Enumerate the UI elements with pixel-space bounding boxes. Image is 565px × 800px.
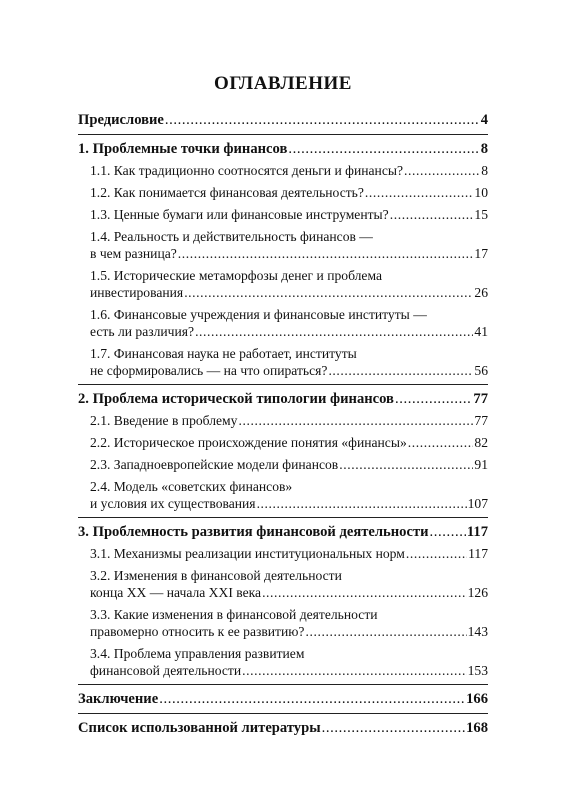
toc-entry-title-line: 2.4. Модель «советских финансов» [90, 479, 293, 494]
toc-page-number: 15 [474, 207, 488, 222]
dot-leader [404, 162, 480, 179]
dot-leader [195, 323, 473, 340]
toc-entry-title-line: 3.3. Какие изменения в финансовой деятельности [90, 607, 378, 622]
toc-page-number: 153 [467, 663, 488, 678]
dot-leader [408, 434, 474, 451]
dot-leader [262, 584, 467, 601]
toc-page-number: 4 [480, 112, 488, 128]
toc-entry-title: 1. Проблемные точки финансов [78, 141, 288, 157]
toc-entry-title-line: 1.6. Финансовые учреждения и финансовые институты — [90, 307, 427, 322]
toc-entry-title-line: 1.7. Финансовая наука не работает, институты [90, 346, 357, 361]
toc-entry-title: есть ли различия? [90, 324, 195, 339]
toc-entry-title: Заключение [78, 691, 159, 707]
toc-page-number: 77 [473, 391, 488, 407]
toc-entry-title: Список использованной литературы [78, 720, 321, 736]
toc-entry-title-line: 3.2. Изменения в финансовой деятельности [90, 568, 342, 583]
toc-entry-title: правомерно относить к ее развитию? [90, 624, 305, 639]
toc-chapter-entry[interactable] [78, 720, 488, 737]
section-divider [78, 713, 488, 714]
toc-chapter-entry[interactable] [78, 391, 488, 408]
toc-section-entry[interactable] [90, 162, 488, 179]
toc-page-number: 117 [468, 546, 488, 561]
toc-entry-title: 3. Проблемность развития финансовой деятельности [78, 524, 429, 540]
dot-leader [165, 112, 480, 129]
toc-chapter-entry[interactable] [78, 112, 488, 129]
toc-page-number: 17 [474, 246, 488, 261]
toc-section-entry[interactable] [90, 567, 488, 601]
toc-entry-title: конца XX — начала XXI века [90, 585, 262, 600]
toc-page-number: 143 [467, 624, 488, 639]
dot-leader [322, 720, 465, 737]
toc-section-entry[interactable] [90, 345, 488, 379]
dot-leader [339, 456, 473, 473]
toc-page-number: 82 [474, 435, 488, 450]
toc-page-number: 126 [467, 585, 488, 600]
dot-leader [242, 662, 466, 679]
toc-chapter-entry[interactable] [78, 141, 488, 158]
dot-leader [257, 495, 467, 512]
dot-leader [184, 284, 473, 301]
dot-leader [288, 141, 479, 158]
toc-entry-title: Предисловие [78, 112, 164, 128]
section-divider [78, 384, 488, 385]
toc-chapter-entry[interactable] [78, 691, 488, 708]
toc-page-number: 168 [466, 720, 488, 736]
dot-leader [159, 691, 465, 708]
toc-entry-title: не сформировались — на что опираться? [90, 363, 328, 378]
toc-page-number: 10 [474, 185, 488, 200]
toc-entry-title: инвестирования [90, 285, 184, 300]
toc-entry-title: 1.3. Ценные бумаги или финансовые инструменты? [90, 207, 389, 222]
dot-leader [328, 362, 473, 379]
toc-section-entry[interactable] [90, 456, 488, 473]
toc-section-entry[interactable] [90, 645, 488, 679]
toc-entry-title-line: 1.5. Исторические метаморфозы денег и проблема [90, 268, 383, 283]
toc-section-entry[interactable] [90, 412, 488, 429]
dot-leader [238, 412, 473, 429]
toc-entry-title-line: 1.4. Реальность и действительность финансов — [90, 229, 373, 244]
page-title: ОГЛАВЛЕНИЕ [214, 73, 352, 94]
dot-leader [395, 391, 472, 408]
section-divider [78, 684, 488, 685]
toc-entry-title: 2. Проблема исторической типологии финансов [78, 391, 394, 407]
toc-page-number: 77 [474, 413, 488, 428]
toc-page-number: 166 [466, 691, 488, 707]
dot-leader [305, 623, 466, 640]
toc-section-entry[interactable] [90, 184, 488, 201]
toc-page-number: 26 [474, 285, 488, 300]
toc-page-number: 107 [467, 496, 488, 511]
toc-entry-title: и условия их существования [90, 496, 256, 511]
toc-entry-title: 2.1. Введение в проблему [90, 413, 238, 428]
dot-leader [365, 184, 474, 201]
toc-section-entry[interactable] [90, 606, 488, 640]
toc-section-entry[interactable] [90, 228, 488, 262]
toc-entry-title: 1.2. Как понимается финансовая деятельность? [90, 185, 364, 200]
toc-chapter-entry[interactable] [78, 524, 488, 541]
section-divider [78, 134, 488, 135]
toc-page-number: 8 [480, 141, 488, 157]
dot-leader [430, 524, 466, 541]
toc-entry-title: в чем разница? [90, 246, 177, 261]
table-of-contents [78, 112, 488, 741]
toc-page-number: 8 [481, 163, 488, 178]
section-divider [78, 517, 488, 518]
toc-entry-title: 2.2. Историческое происхождение понятия «финансы» [90, 435, 407, 450]
toc-entry-title: финансовой деятельности [90, 663, 242, 678]
toc-section-entry[interactable] [90, 267, 488, 301]
toc-section-entry[interactable] [90, 306, 488, 340]
toc-page-number: 117 [466, 524, 488, 540]
toc-entry-title: 1.1. Как традиционно соотносятся деньги и финансы? [90, 163, 404, 178]
dot-leader [406, 545, 467, 562]
toc-entry-title: 2.3. Западноевропейские модели финансов [90, 457, 339, 472]
toc-section-entry[interactable] [90, 478, 488, 512]
toc-section-entry[interactable] [90, 545, 488, 562]
toc-entry-title-line: 3.4. Проблема управления развитием [90, 646, 305, 661]
toc-page-number: 56 [474, 363, 488, 378]
toc-section-entry[interactable] [90, 206, 488, 223]
toc-page-number: 41 [474, 324, 488, 339]
toc-page-number: 91 [474, 457, 488, 472]
dot-leader [390, 206, 474, 223]
dot-leader [178, 245, 474, 262]
toc-entry-title: 3.1. Механизмы реализации институциональных норм [90, 546, 405, 561]
toc-section-entry[interactable] [90, 434, 488, 451]
